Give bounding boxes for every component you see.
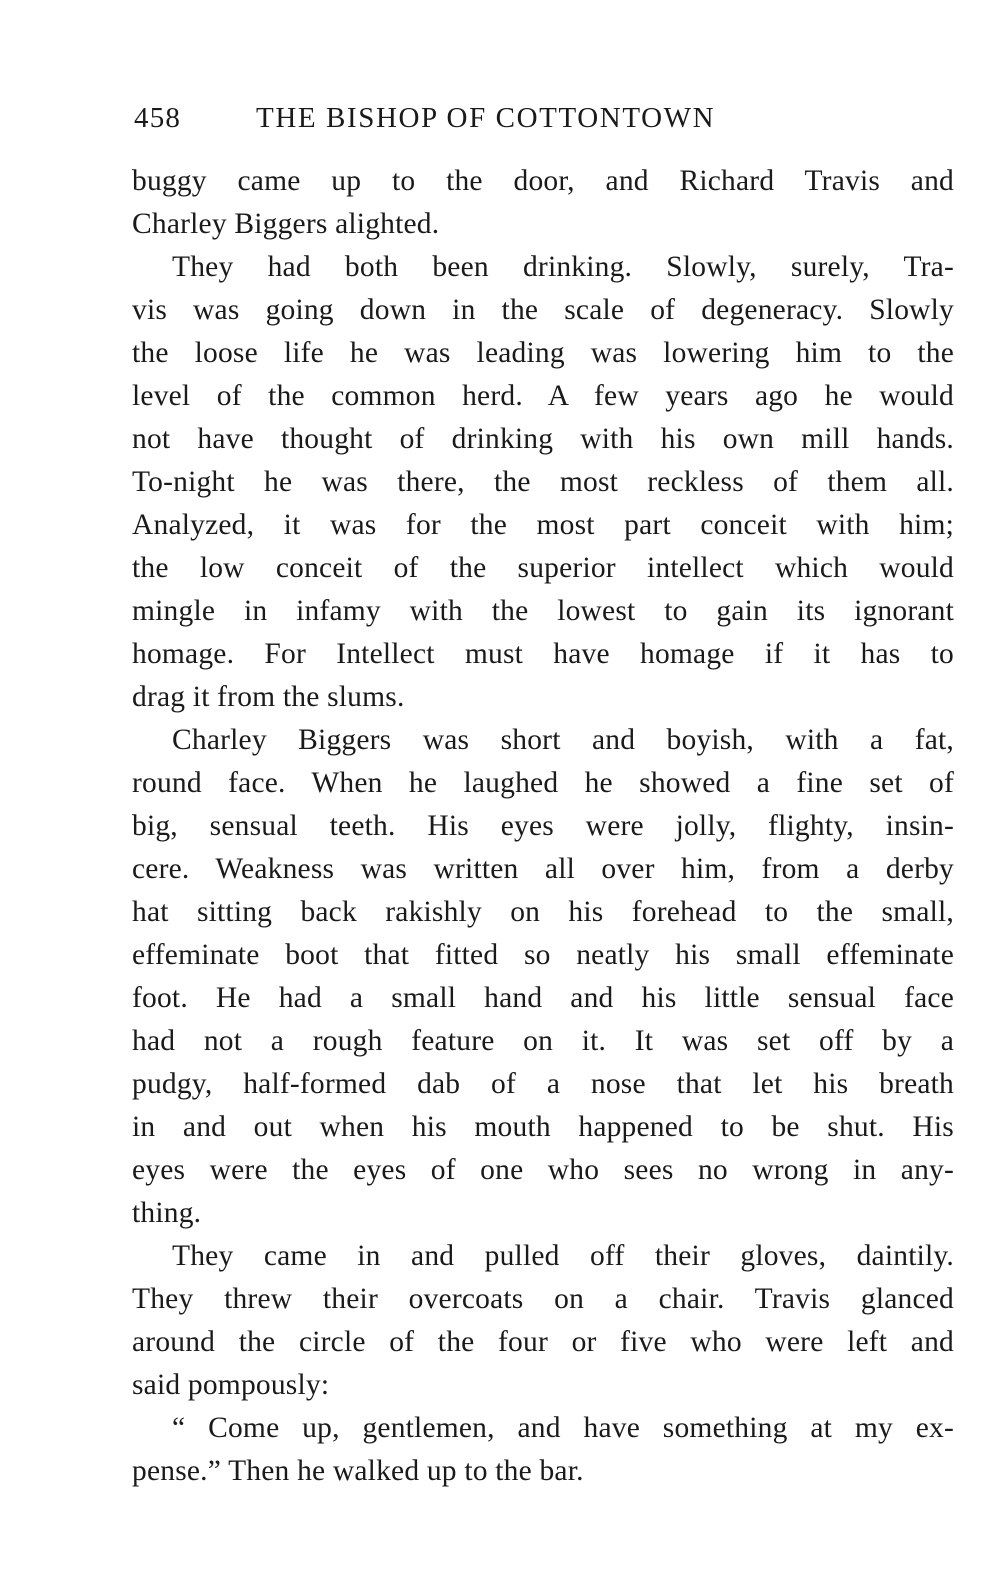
body-text [132,160,954,1493]
page-number: 458 [134,102,182,134]
text-line: They came in and pulled off their gloves, daintily. [172,1240,954,1272]
text-line: the low conceit of the superior intellect which would [132,552,954,584]
text-line: pudgy, half-formed dab of a nose that let his breath [132,1068,954,1100]
text-line: the loose life he was leading was lowering him to the [132,337,954,369]
text-line: round face. When he laughed he showed a fine set of [132,767,954,799]
text-line: To-night he was there, the most reckless of them all. [132,466,954,498]
text-line: vis was going down in the scale of degeneracy. Slowly [132,294,954,326]
text-line: hat sitting back rakishly on his forehead to the small, [132,896,954,928]
text-line: mingle in infamy with the lowest to gain its ignorant [132,595,954,627]
text-line: big, sensual teeth. His eyes were jolly, flighty, insin- [132,810,954,842]
running-head [132,96,954,140]
text-line: homage. For Intellect must have homage if it has to [132,638,954,670]
text-line: not have thought of drinking with his own mill hands. [132,423,954,455]
text-line: in and out when his mouth happened to be shut. His [132,1111,954,1143]
text-line: foot. He had a small hand and his little sensual face [132,982,954,1014]
text-line: They threw their overcoats on a chair. Travis glanced [132,1283,954,1315]
book-page [132,96,954,1493]
text-line: around the circle of the four or five who were left and [132,1326,954,1358]
text-line: Analyzed, it was for the most part conceit with him; [132,509,954,541]
text-line: cere. Weakness was written all over him, from a derby [132,853,954,885]
text-line: level of the common herd. A few years ago he would [132,380,954,412]
text-line: said pompously: [132,1369,330,1401]
text-line: Charley Biggers was short and boyish, with a fat, [172,724,954,756]
text-line: had not a rough feature on it. It was set off by a [132,1025,954,1057]
text-line: They had both been drinking. Slowly, surely, Tra- [172,251,954,283]
text-line: drag it from the slums. [132,681,405,713]
text-line: pense.” Then he walked up to the bar. [132,1455,584,1487]
text-line: eyes were the eyes of one who sees no wrong in any- [132,1154,954,1186]
text-line: “ Come up, gentlemen, and have something at my ex- [172,1412,954,1444]
text-line: Charley Biggers alighted. [132,208,440,240]
running-title: THE BISHOP OF COTTONTOWN [256,102,716,134]
text-line: effeminate boot that fitted so neatly his small effeminate [132,939,954,971]
text-line: thing. [132,1197,202,1229]
text-line: buggy came up to the door, and Richard Travis and [132,165,954,197]
